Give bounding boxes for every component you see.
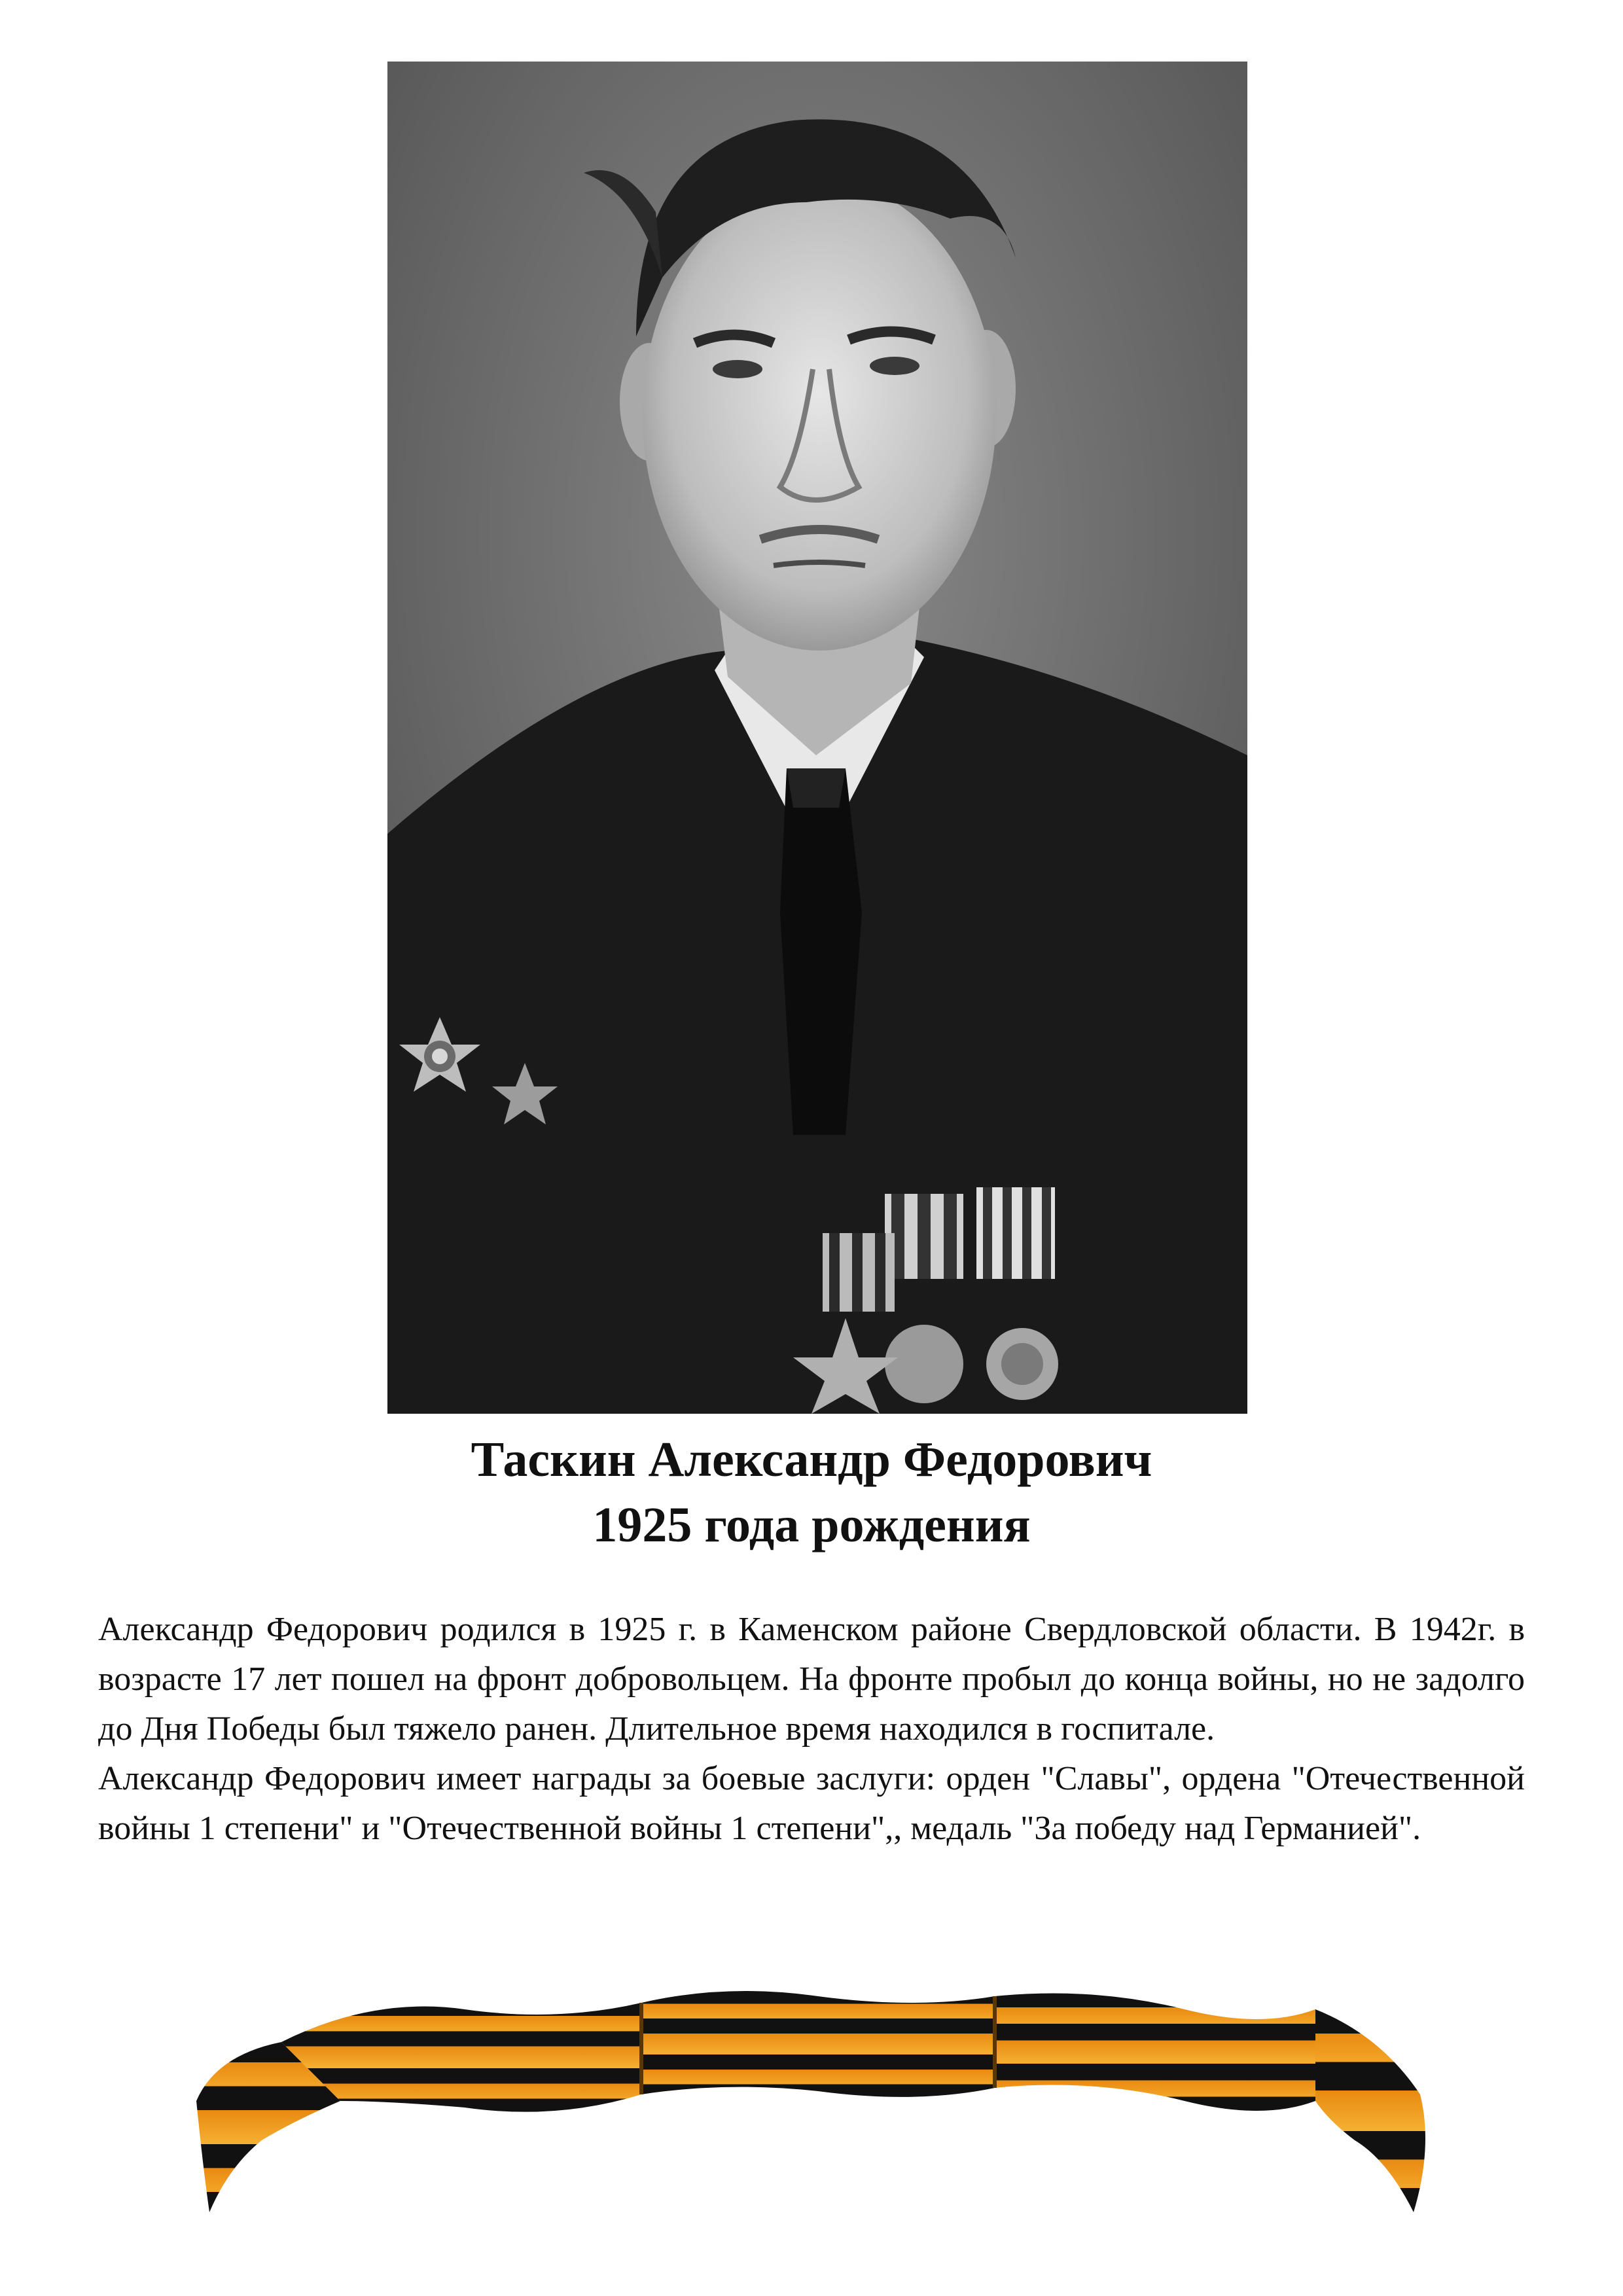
portrait-photo	[387, 62, 1247, 1414]
st-george-ribbon	[190, 1970, 1433, 2219]
biography-paragraph: Александр Федорович родился в 1925 г. в Каменском районе Свердловской области. В 1942г. в возрасте 17 лет пошел на фронт добровольцем. На фронте пробыл до конца войны, но не задолго до Дня Победы был тяжело ранен. Длительное время находился в госпитале.	[98, 1611, 1525, 1748]
portrait-photo-icon	[387, 62, 1247, 1414]
birth-year: 1925 года рождения	[592, 1498, 1031, 1552]
st-george-ribbon-icon	[190, 1970, 1433, 2219]
awards-paragraph: Александр Федорович имеет награды за боевые заслуги: орден "Славы", ордена "Отечественной войны 1 степени" и "Отечественной войны 1 степени",, медаль "За победу над Германией".	[98, 1760, 1525, 1847]
person-name: Таскин Александр Федорович	[471, 1432, 1152, 1487]
biography	[98, 1605, 1525, 1854]
